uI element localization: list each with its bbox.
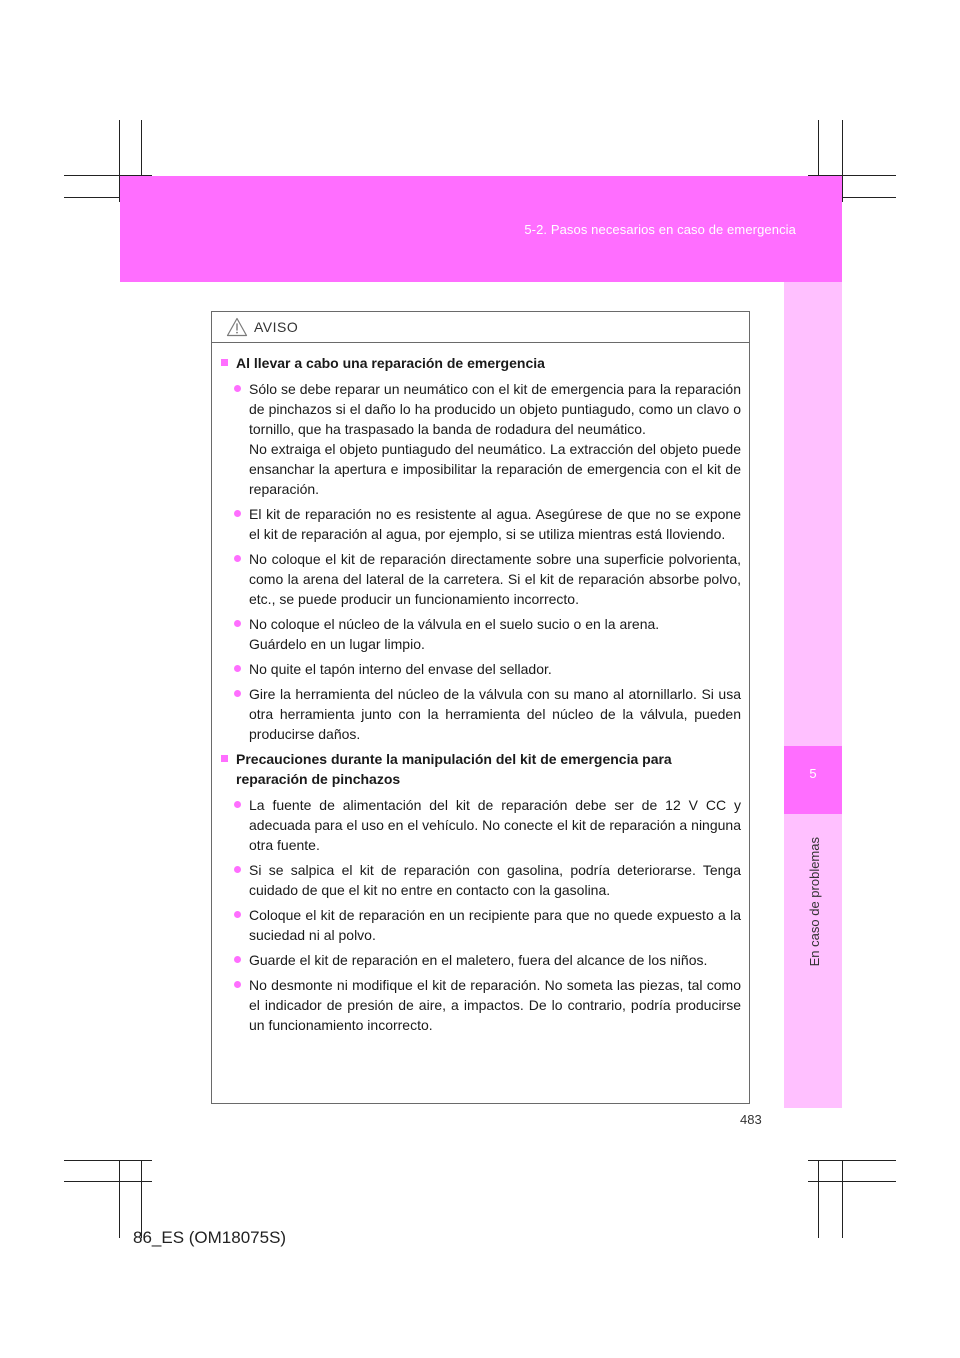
warning-triangle-icon (226, 317, 248, 337)
bullet-paragraph: El kit de reparación no es resistente al agua. Asegúrese de que no se expone el kit de reparación al agua, por ejemplo, si se utiliza mientras está lloviendo. (249, 506, 741, 542)
header-band (120, 176, 842, 282)
bullet-text (249, 504, 741, 544)
bullet-paragraph: No coloque el núcleo de la válvula en el suelo sucio o en la arena. (249, 616, 660, 632)
bullet-paragraph: No extraiga el objeto puntiagudo del neumático. La extracción del objeto puede ensanchar la apertura e imposibilitar la reparación de emergencia con el kit de reparación. (249, 441, 741, 497)
crop-mark (842, 1160, 843, 1238)
bullet-item (234, 860, 741, 900)
bullet-dot-icon (234, 911, 241, 918)
bullet-dot-icon (234, 510, 241, 517)
chapter-label (783, 832, 845, 972)
bullet-item (234, 614, 741, 654)
bullet-paragraph: Guárdelo en un lugar limpio. (249, 636, 425, 652)
bullet-paragraph: Coloque el kit de reparación en un recipiente para que no quede expuesto a la suciedad ni al polvo. (249, 907, 741, 943)
bullet-text (249, 950, 741, 970)
bullet-paragraph: La fuente de alimentación del kit de reparación debe ser de 12 V CC y adecuada para el uso en el vehículo. No conecte el kit de reparación a ninguna otra fuente. (249, 797, 741, 853)
bullet-dot-icon (234, 866, 241, 873)
bullet-text (249, 659, 741, 679)
crop-mark (64, 1160, 152, 1161)
bullet-dot-icon (234, 665, 241, 672)
bullet-item (234, 659, 741, 679)
crop-mark (818, 1160, 819, 1238)
section-heading-text: Precauciones durante la manipulación del kit de emergencia para reparación de pinchazos (236, 751, 672, 787)
bullet-item (234, 905, 741, 945)
bullet-text (249, 614, 741, 654)
bullet-item (234, 975, 741, 1035)
bullet-text (249, 795, 741, 855)
bullet-paragraph: Si se salpica el kit de reparación con gasolina, podría deteriorarse. Tenga cuidado de que el kit no entre en contacto con la gasolina. (249, 862, 741, 898)
warning-header (212, 312, 749, 343)
warning-title: AVISO (254, 319, 299, 335)
bullet-text (249, 975, 741, 1035)
crop-mark (141, 1160, 142, 1238)
warning-box (211, 311, 750, 1104)
crop-mark (808, 1160, 896, 1161)
side-strip (784, 282, 842, 1108)
section-heading (221, 749, 741, 789)
chapter-label-text: En caso de problemas (806, 837, 822, 967)
bullet-paragraph: No desmonte ni modifique el kit de reparación. No someta las piezas, tal como el indicador de presión de aire, a impactos. De lo contrario, podría producirse un funcionamiento incorrecto. (249, 977, 741, 1033)
section-heading-text: Al llevar a cabo una reparación de emergencia (236, 355, 545, 371)
crop-mark (808, 1181, 896, 1182)
bullet-text (249, 860, 741, 900)
bullet-item (234, 795, 741, 855)
bullet-text (249, 905, 741, 945)
chapter-tab[interactable] (784, 746, 842, 814)
bullet-text (249, 379, 741, 499)
document-code: 86_ES (OM18075S) (133, 1228, 287, 1247)
crop-mark (842, 120, 843, 202)
chapter-number: 5 (809, 766, 817, 781)
bullet-item (234, 684, 741, 744)
section-heading (221, 353, 741, 373)
square-bullet-icon (221, 755, 228, 762)
bullet-paragraph: Sólo se debe reparar un neumático con el kit de emergencia para la reparación de pinchazos si el daño lo ha producido un objeto puntiagudo, como un clavo o tornillo, que ha traspasado la banda de rodadura del neumático. (249, 381, 741, 437)
page-number: 483 (740, 1112, 762, 1127)
bullet-dot-icon (234, 555, 241, 562)
bullet-dot-icon (234, 801, 241, 808)
bullet-paragraph: Guarde el kit de reparación en el maletero, fuera del alcance de los niños. (249, 952, 708, 968)
bullet-dot-icon (234, 981, 241, 988)
bullet-item (234, 379, 741, 499)
bullet-dot-icon (234, 385, 241, 392)
bullet-item (234, 504, 741, 544)
square-bullet-icon (221, 359, 228, 366)
bullet-paragraph: No coloque el kit de reparación directamente sobre una superficie polvorienta, como la arena del lateral de la carretera. Si el kit de reparación absorbe polvo, etc., se puede producir un funcionamiento incorrecto. (249, 551, 741, 607)
bullet-dot-icon (234, 956, 241, 963)
crop-mark (119, 1160, 120, 1238)
bullet-paragraph: No quite el tapón interno del envase del sellador. (249, 661, 552, 677)
bullet-text (249, 549, 741, 609)
bullet-text (249, 684, 741, 744)
bullet-paragraph: Gire la herramienta del núcleo de la válvula con su mano al atornillarlo. Si usa otra herramienta junto con la herramienta del núcleo de la válvula, pueden producirse daños. (249, 686, 741, 742)
crop-mark (64, 1181, 152, 1182)
section-title: 5-2. Pasos necesarios en caso de emergencia (524, 222, 796, 237)
bullet-dot-icon (234, 690, 241, 697)
bullet-item (234, 549, 741, 609)
bullet-dot-icon (234, 620, 241, 627)
warning-content (212, 343, 749, 1035)
bullet-item (234, 950, 741, 970)
